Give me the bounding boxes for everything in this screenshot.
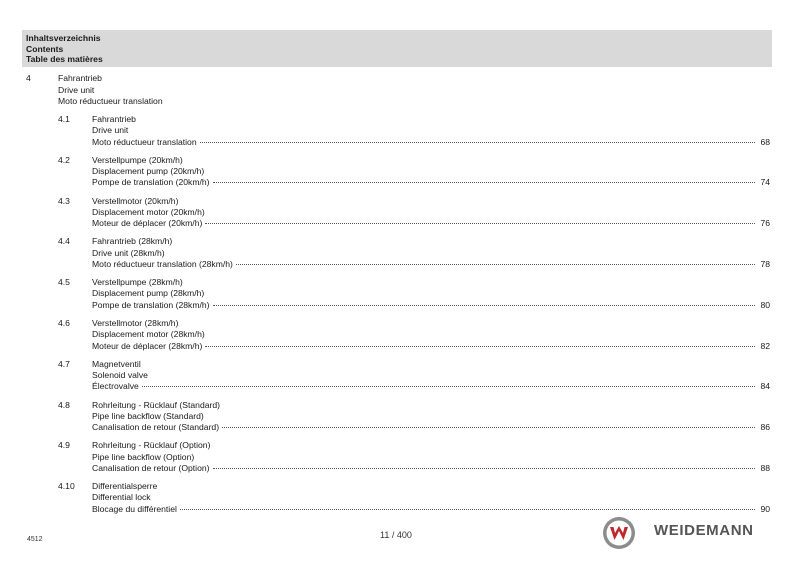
entry-title-fr: Canalisation de retour (Option) (92, 462, 210, 473)
entry-page-number: 80 (760, 299, 770, 310)
entry-page-number: 86 (760, 422, 770, 433)
entry-number: 4.5 (58, 277, 70, 288)
header-title-en: Contents (26, 43, 64, 54)
entry-title-de: Magnetventil (92, 358, 141, 369)
entry-title-en: Solenoid valve (92, 370, 148, 381)
entry-page-number: 84 (760, 381, 770, 392)
entry-number: 4.9 (58, 440, 70, 451)
toc-header (22, 30, 772, 67)
dot-leader (213, 468, 755, 469)
entry-title-en: Drive unit (92, 125, 129, 136)
entry-title-en: Displacement pump (20km/h) (92, 166, 205, 177)
entry-number: 4.6 (58, 318, 70, 328)
entry-page-number: 78 (760, 258, 770, 269)
entry-page-number: 88 (760, 462, 770, 473)
entry-number: 4.3 (58, 195, 70, 206)
dot-leader (213, 182, 755, 183)
entry-number: 4.10 (58, 481, 75, 492)
chapter-title-fr: Moto réductueur translation (58, 96, 163, 106)
document-code: 4512 (27, 536, 43, 543)
chapter-number: 4 (26, 73, 31, 83)
entry-title-de: Fahrantrieb (92, 114, 136, 124)
entry-number: 4.1 (58, 114, 70, 124)
entry-title-de: Differentialsperre (92, 481, 158, 492)
dot-leader (142, 386, 755, 387)
entry-title-de: Rohrleitung - Rücklauf (Standard) (92, 399, 221, 410)
entry-title-fr: Moto réductueur translation (28km/h) (92, 258, 233, 269)
dot-leader (180, 509, 755, 510)
entry-title-de: Rohrleitung - Rücklauf (Option) (92, 440, 211, 451)
brand-name: WEIDEMANN (654, 522, 754, 539)
header-title-fr: Table des matières (26, 54, 103, 64)
entry-title-en: Differential lock (92, 492, 151, 503)
dot-leader (205, 223, 755, 224)
entry-title-en: Pipe line backflow (Standard) (92, 410, 204, 421)
page-number: 11 / 400 (380, 530, 412, 540)
entry-title-de: Verstellmotor (28km/h) (92, 318, 179, 328)
entry-title-en: Displacement motor (28km/h) (92, 329, 205, 340)
entry-title-en: Drive unit (28km/h) (92, 247, 165, 258)
entry-title-en: Pipe line backflow (Option) (92, 451, 195, 462)
entry-page-number: 68 (760, 136, 770, 147)
header-title-de: Inhaltsverzeichnis (26, 33, 101, 43)
entry-title-fr: Électrovalve (92, 381, 139, 392)
entry-title-en: Displacement motor (20km/h) (92, 206, 205, 217)
entry-page-number: 82 (760, 340, 770, 351)
entry-title-fr: Moteur de déplacer (28km/h) (92, 340, 203, 351)
entry-title-de: Fahrantrieb (28km/h) (92, 236, 173, 247)
entry-page-number: 74 (760, 177, 770, 188)
entry-page-number: 90 (760, 503, 770, 514)
entry-title-de: Verstellmotor (20km/h) (92, 195, 179, 206)
entry-title-de: Verstellpumpe (28km/h) (92, 277, 183, 288)
entry-number: 4.8 (58, 399, 70, 410)
dot-leader (213, 305, 755, 306)
entry-title-de: Verstellpumpe (20km/h) (92, 154, 183, 165)
dot-leader (200, 142, 755, 143)
entry-number: 4.2 (58, 154, 70, 165)
entry-title-fr: Pompe de translation (28km/h) (92, 299, 210, 310)
chapter-title-en: Drive unit (58, 84, 95, 95)
dot-leader (236, 264, 755, 265)
entry-page-number: 76 (760, 218, 770, 229)
entry-title-fr: Pompe de translation (20km/h) (92, 177, 210, 188)
entry-number: 4.4 (58, 236, 70, 247)
dot-leader (205, 346, 755, 347)
weidemann-logo-icon (602, 516, 636, 550)
dot-leader (222, 427, 755, 428)
entry-title-fr: Blocage du différentiel (92, 503, 177, 514)
entry-title-en: Displacement pump (28km/h) (92, 288, 205, 299)
entry-number: 4.7 (58, 358, 70, 369)
entry-title-fr: Canalisation de retour (Standard) (92, 422, 220, 433)
chapter-title-de: Fahrantrieb (58, 73, 102, 83)
entry-title-fr: Moto réductueur translation (92, 136, 197, 147)
entry-title-fr: Moteur de déplacer (20km/h) (92, 218, 203, 229)
